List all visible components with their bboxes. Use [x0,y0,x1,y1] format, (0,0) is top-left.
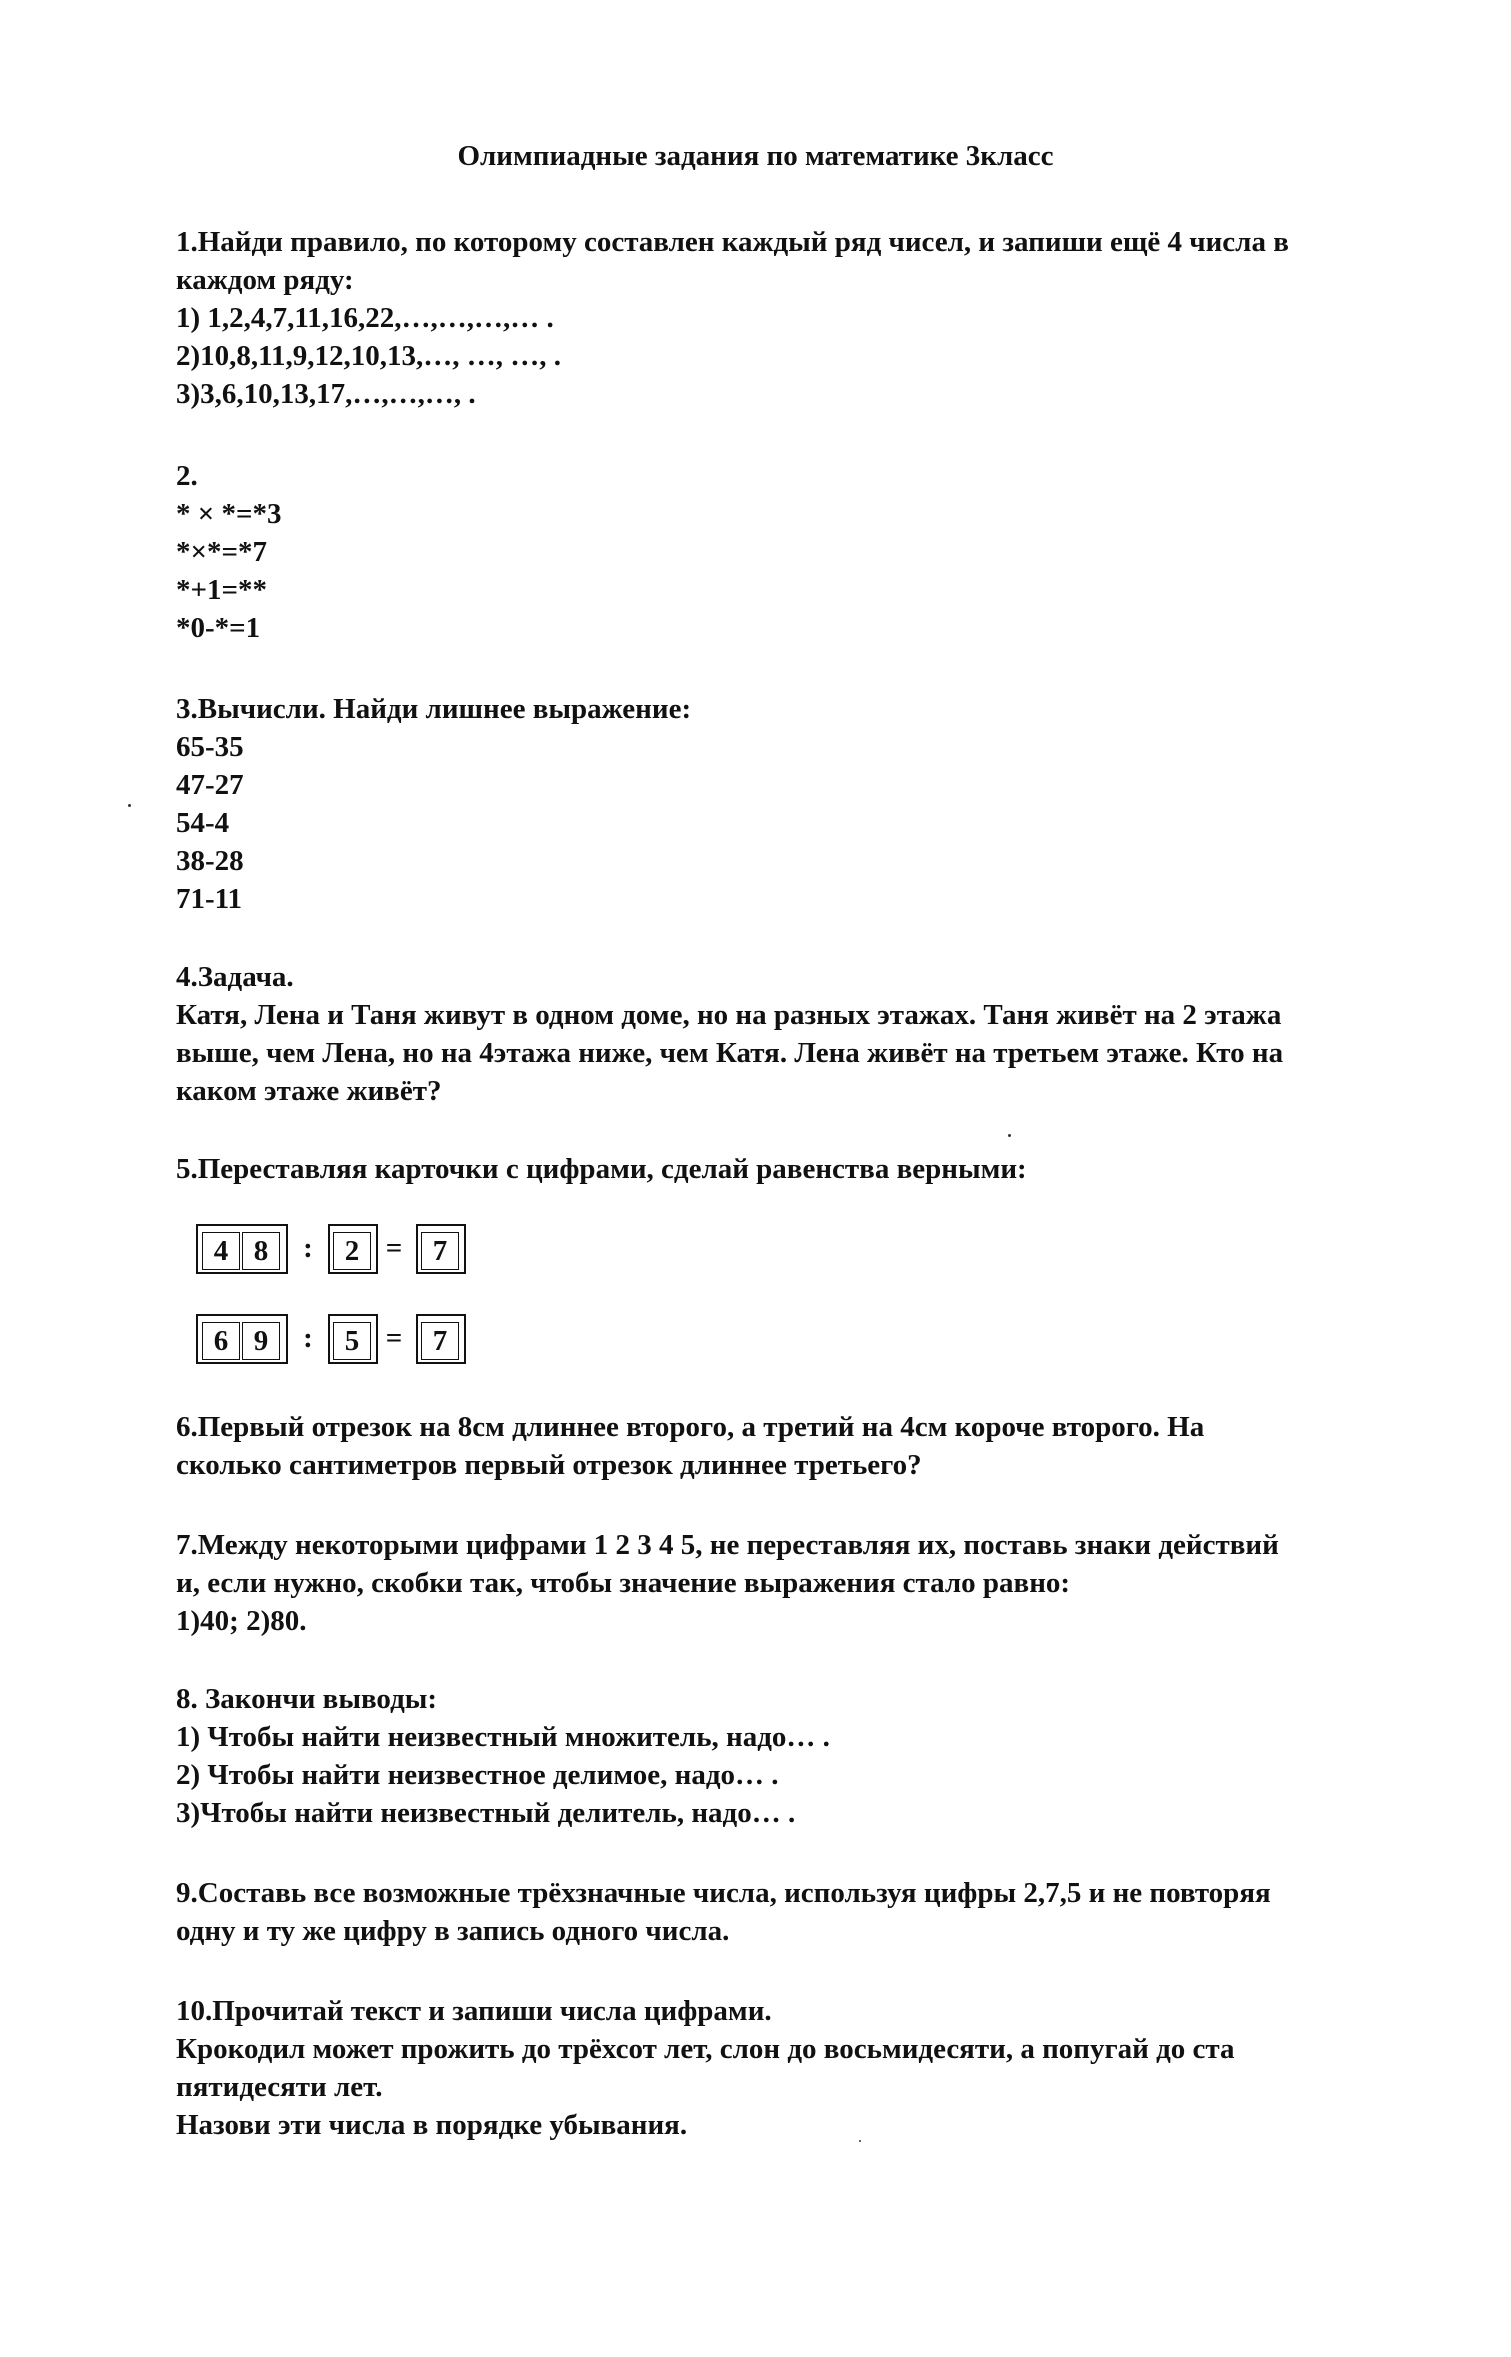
task3-line-2: 65-35 [176,731,244,763]
equals-sign: = [385,1232,403,1264]
digit-card: 9 [242,1322,280,1360]
result-card-box [416,1314,466,1364]
digit-card: 5 [333,1322,371,1360]
task10-line-3: пятидесяти лет. [176,2071,383,2103]
task4-line-3: выше, чем Лена, но на 4этажа ниже, чем Катя. Лена живёт на третьем этаже. Кто на [176,1037,1284,1069]
task4-line-2: Катя, Лена и Таня живут в одном доме, но на разных этажах. Таня живёт на 2 этажа [176,999,1282,1031]
task3-line-3: 47-27 [176,769,244,801]
task1-line-5: 3)3,6,10,13,17,…,…,…, . [176,378,476,410]
two-digit-card-box [196,1224,288,1274]
task7-line-3: 1)40; 2)80. [176,1605,307,1637]
task5-heading: 5.Переставляя карточки с цифрами, сделай равенства верными: [176,1153,1027,1185]
task8-line-1: 8. Закончи выводы: [176,1683,438,1715]
task4-line-1: 4.Задача. [176,961,294,993]
task1-line-4: 2)10,8,11,9,12,10,13,…, …, …, . [176,340,562,372]
result-card-box [416,1224,466,1274]
task3-line-6: 71-11 [176,883,243,915]
digit-card: 7 [421,1322,459,1360]
divide-sign: : [303,1232,313,1264]
scan-speck [1008,1134,1011,1137]
task10-line-1: 10.Прочитай текст и запиши числа цифрами. [176,1995,772,2027]
task1-line-3: 1) 1,2,4,7,11,16,22,…,…,…,… . [176,302,554,334]
task2-line-2: * × *=*3 [176,498,282,530]
scan-speck [128,804,131,807]
task3-line-4: 54-4 [176,807,230,839]
two-digit-card-box [196,1314,288,1364]
task1-line-1: 1.Найди правило, по которому составлен каждый ряд чисел, и запиши ещё 4 числа в [176,226,1289,258]
task8-line-3: 2) Чтобы найти неизвестное делимое, надо… . [176,1759,779,1791]
task2-line-1: 2. [176,460,198,492]
digit-card: 6 [202,1322,240,1360]
task10-line-4: Назови эти числа в порядке убывания. [176,2109,688,2141]
task9-line-1: 9.Составь все возможные трёхзначные числа, используя цифры 2,7,5 и не повторяя [176,1877,1271,1909]
task10-line-2: Крокодил может прожить до трёхсот лет, слон до восьмидесяти, а попугай до ста [176,2033,1235,2065]
task6-line-1: 6.Первый отрезок на 8см длиннее второго, а третий на 4см короче второго. На [176,1411,1205,1443]
task8-line-4: 3)Чтобы найти неизвестный делитель, надо… . [176,1797,796,1829]
task8-line-2: 1) Чтобы найти неизвестный множитель, надо… . [176,1721,830,1753]
card-row-2 [196,1314,796,1374]
digit-card: 8 [242,1232,280,1270]
scan-speck [859,2140,861,2142]
equals-sign: = [385,1322,403,1354]
digit-card: 2 [333,1232,371,1270]
task2-line-5: *0-*=1 [176,612,261,644]
task3-line-5: 38-28 [176,845,244,877]
one-digit-card-box [328,1224,378,1274]
task7-line-1: 7.Между некоторыми цифрами 1 2 3 4 5, не переставляя их, поставь знаки действий [176,1529,1279,1561]
digit-card: 4 [202,1232,240,1270]
task3-line-1: 3.Вычисли. Найди лишнее выражение: [176,693,692,725]
task2-line-3: *×*=*7 [176,536,268,568]
task1-line-2: каждом ряду: [176,264,354,296]
page-title: Олимпиадные задания по математике 3класс [457,140,1054,172]
task6-line-2: сколько сантиметров первый отрезок длиннее третьего? [176,1449,922,1481]
task7-line-2: и, если нужно, скобки так, чтобы значение выражения стало равно: [176,1567,1071,1599]
digit-card: 7 [421,1232,459,1270]
one-digit-card-box [328,1314,378,1364]
task4-line-4: каком этаже живёт? [176,1075,442,1107]
task2-line-4: *+1=** [176,574,268,606]
divide-sign: : [303,1322,313,1354]
task9-line-2: одну и ту же цифру в запись одного числа. [176,1915,730,1947]
card-row-1 [196,1224,796,1284]
